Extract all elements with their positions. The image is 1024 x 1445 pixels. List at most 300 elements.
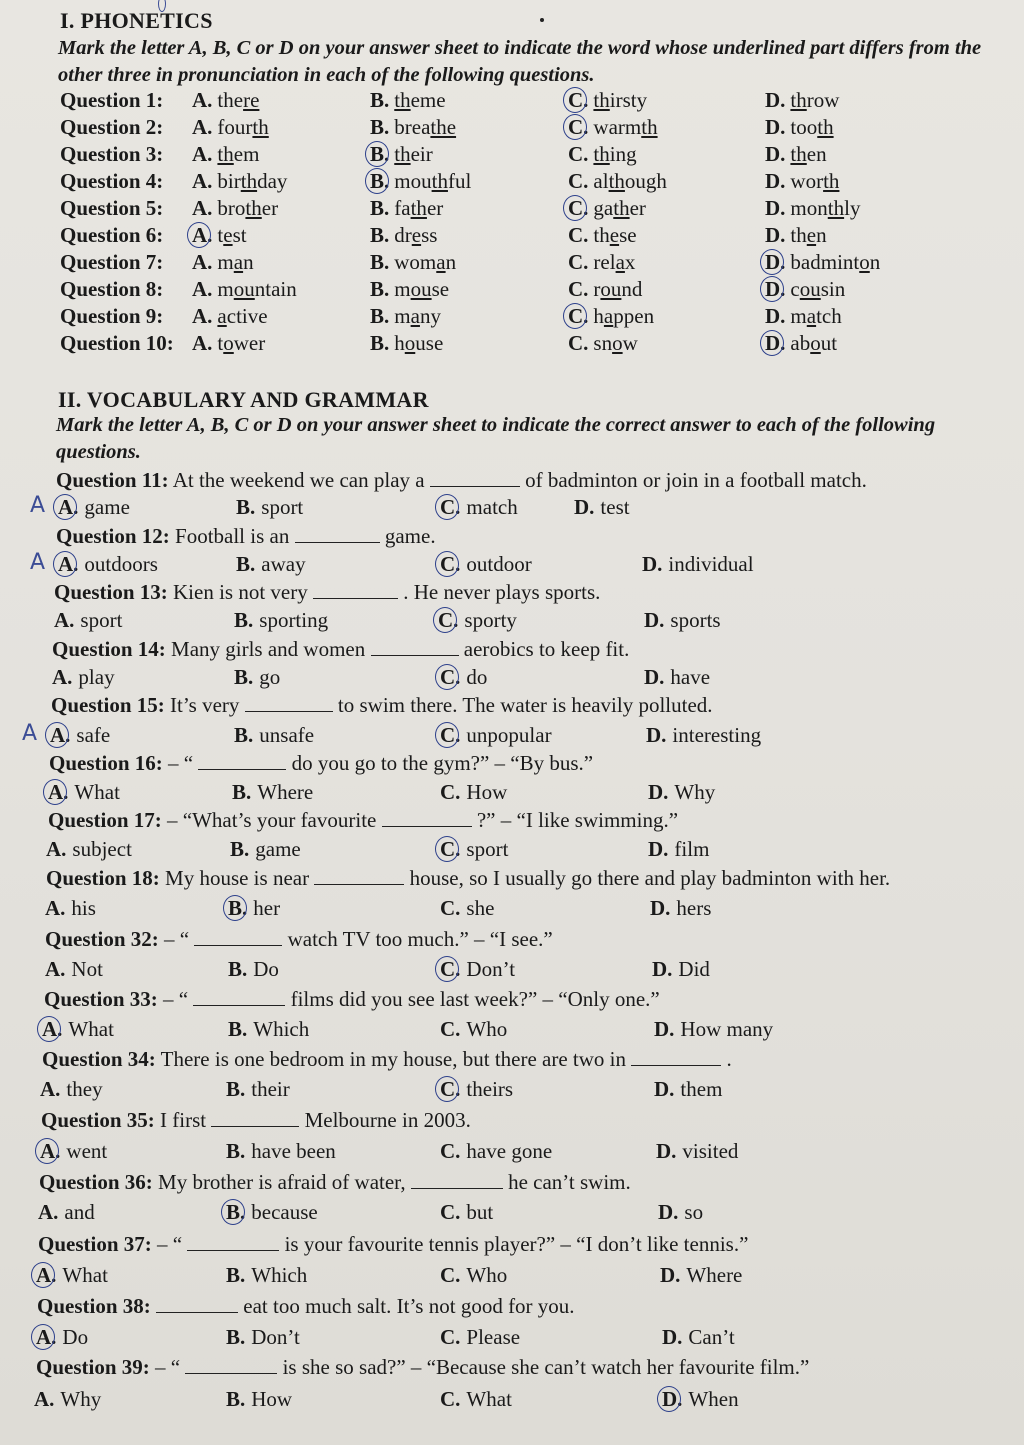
option-a[interactable] [36, 1325, 88, 1350]
option-word: Not [71, 957, 103, 981]
option-word: worth [790, 169, 840, 193]
option-letter: D. [765, 223, 786, 247]
vocab-question-13 [39, 1170, 631, 1195]
option-c[interactable] [440, 723, 552, 748]
question-stem: – “ [163, 987, 189, 1011]
option-letter: A. [192, 196, 213, 220]
answer-blank [430, 468, 520, 487]
option-word: Don’t [466, 957, 516, 981]
option-b[interactable] [370, 223, 437, 248]
option-b[interactable] [236, 495, 303, 520]
option-a[interactable] [36, 1263, 108, 1288]
answer-blank [382, 808, 472, 827]
handwritten-mark: A [30, 550, 46, 575]
option-d[interactable] [644, 608, 721, 633]
option-letter: B. [228, 896, 248, 920]
question-label: Question 18: [46, 866, 160, 890]
option-b[interactable] [228, 896, 280, 921]
question-stem: It’s very [170, 693, 240, 717]
question-label: Question 14: [52, 637, 166, 661]
option-c[interactable] [440, 1077, 513, 1102]
option-c[interactable] [568, 223, 637, 248]
option-word: How [466, 780, 508, 804]
vocab-question-10 [44, 987, 660, 1012]
option-word: theirs [466, 1077, 514, 1101]
option-word: monthly [790, 196, 861, 220]
option-c[interactable] [440, 837, 508, 862]
option-a[interactable] [192, 223, 247, 248]
option-d[interactable] [644, 665, 710, 690]
option-letter: C. [440, 552, 461, 576]
option-letter: C. [568, 250, 589, 274]
option-letter: A. [52, 665, 73, 689]
option-word: woman [394, 250, 457, 274]
option-word: sport [80, 608, 123, 632]
option-word: tooth [790, 115, 834, 139]
option-a[interactable] [48, 780, 120, 805]
option-letter: C. [440, 1387, 461, 1411]
option-word: then [790, 142, 827, 166]
question-label: Question 8: [60, 277, 164, 301]
option-b[interactable] [370, 142, 433, 167]
option-letter: C. [440, 957, 461, 981]
option-word: interesting [672, 723, 762, 747]
option-word: Did [678, 957, 710, 981]
option-c[interactable] [568, 169, 667, 194]
option-a[interactable] [38, 1200, 95, 1225]
vocab-question-6 [49, 751, 593, 776]
option-letter: B. [230, 837, 250, 861]
option-word: Why [60, 1387, 102, 1411]
option-letter: A. [192, 277, 213, 301]
option-letter: A. [58, 552, 79, 576]
vocab-question-12 [41, 1108, 471, 1133]
option-letter: B. [234, 665, 254, 689]
option-a[interactable] [40, 1077, 103, 1102]
option-a[interactable] [54, 608, 122, 633]
option-a[interactable] [34, 1387, 101, 1412]
option-letter: B. [232, 780, 252, 804]
option-word: so [684, 1200, 704, 1224]
question-stem-end: he can’t swim. [508, 1170, 631, 1194]
question-stem: – “ [155, 1355, 181, 1379]
option-letter: A. [192, 115, 213, 139]
question-label: Question 37: [38, 1232, 152, 1256]
option-word: Where [257, 780, 314, 804]
option-c[interactable] [440, 665, 487, 690]
option-letter: B. [370, 169, 390, 193]
vocab-question-2 [56, 524, 436, 549]
option-a[interactable] [192, 142, 259, 167]
option-c[interactable] [568, 196, 646, 221]
option-word: went [66, 1139, 108, 1163]
question-label: Question 35: [41, 1108, 155, 1132]
answer-blank [194, 927, 282, 946]
option-b[interactable] [226, 1325, 300, 1350]
option-b[interactable] [370, 88, 446, 113]
option-b[interactable] [370, 250, 456, 275]
question-stem-end: films did you see last week?” – “Only one.” [290, 987, 660, 1011]
option-word: subject [72, 837, 132, 861]
option-word: sports [670, 608, 721, 632]
option-a[interactable] [192, 331, 265, 356]
option-word: Don’t [251, 1325, 300, 1349]
option-c[interactable] [440, 1017, 507, 1042]
option-b[interactable] [232, 780, 313, 805]
option-c[interactable] [568, 331, 638, 356]
option-word: dress [394, 223, 438, 247]
option-c[interactable] [568, 142, 637, 167]
option-letter: C. [568, 115, 589, 139]
option-b[interactable] [228, 1017, 309, 1042]
option-letter: B. [370, 223, 390, 247]
question-stem-end: house, so I usually go there and play badminton with her. [409, 866, 891, 890]
option-a[interactable] [192, 250, 254, 275]
option-a[interactable] [42, 1017, 114, 1042]
option-word: then [790, 223, 827, 247]
question-label: Question 4: [60, 169, 164, 193]
option-d[interactable] [662, 1325, 735, 1350]
option-a[interactable] [58, 552, 158, 577]
answer-blank [295, 524, 380, 543]
option-word: sport [466, 837, 509, 861]
option-c[interactable] [440, 1263, 507, 1288]
option-letter: D. [648, 837, 669, 861]
option-b[interactable] [226, 1387, 292, 1412]
option-letter: B. [370, 277, 390, 301]
option-d[interactable] [765, 115, 834, 140]
option-word: have gone [466, 1139, 553, 1163]
question-label: Question 7: [60, 250, 164, 274]
option-d[interactable] [765, 304, 842, 329]
option-d[interactable] [656, 1139, 738, 1164]
option-word: hers [676, 896, 712, 920]
option-d[interactable] [646, 723, 761, 748]
option-b[interactable] [226, 1077, 290, 1102]
option-a[interactable] [52, 665, 115, 690]
option-letter: C. [440, 1017, 461, 1041]
option-d[interactable] [654, 1017, 773, 1042]
question-stem: – “ [164, 927, 190, 951]
option-c[interactable] [568, 304, 654, 329]
option-a[interactable] [192, 277, 297, 302]
option-b[interactable] [234, 608, 328, 633]
question-label: Question 5: [60, 196, 164, 220]
option-letter: D. [574, 495, 595, 519]
option-d[interactable] [765, 196, 860, 221]
option-d[interactable] [765, 277, 845, 302]
option-letter: D. [654, 1077, 675, 1101]
option-letter: C. [568, 277, 589, 301]
option-word: thing [593, 142, 637, 166]
question-label: Question 17: [48, 808, 162, 832]
option-a[interactable] [192, 304, 268, 329]
option-b[interactable] [236, 552, 306, 577]
option-letter: C. [440, 1139, 461, 1163]
option-word: active [217, 304, 268, 328]
option-a[interactable] [58, 495, 130, 520]
option-word: these [593, 223, 637, 247]
option-word: snow [593, 331, 638, 355]
option-a[interactable] [50, 723, 110, 748]
option-b[interactable] [370, 277, 449, 302]
question-stem-end: of badminton or join in a football match. [525, 468, 867, 492]
option-c[interactable] [440, 1200, 493, 1225]
option-d[interactable] [648, 780, 715, 805]
option-letter: A. [54, 608, 75, 632]
option-letter: B. [228, 1017, 248, 1041]
option-b[interactable] [230, 837, 301, 862]
answer-blank [314, 866, 404, 885]
option-d[interactable] [574, 495, 630, 520]
option-word: What [62, 1263, 108, 1287]
question-label: Question 32: [45, 927, 159, 951]
option-c[interactable] [568, 250, 635, 275]
option-word: game [84, 495, 130, 519]
question-stem-end: eat too much salt. It’s not good for you. [243, 1294, 575, 1318]
option-word: house [394, 331, 444, 355]
phonetics-instruction: Mark the letter A, B, C or D on your answer sheet to indicate the word whose underlined part differs from the other three in pronunciation in each of the following questions. [58, 37, 982, 86]
option-letter: A. [36, 1325, 57, 1349]
option-letter: D. [654, 1017, 675, 1041]
option-word: her [253, 896, 281, 920]
handwritten-mark: A [22, 721, 38, 746]
option-word: cousin [790, 277, 846, 301]
option-d[interactable] [642, 552, 754, 577]
option-b[interactable] [226, 1263, 307, 1288]
option-d[interactable] [765, 169, 839, 194]
option-letter: B. [226, 1200, 246, 1224]
option-letter: D. [658, 1200, 679, 1224]
option-letter: A. [50, 723, 71, 747]
option-a[interactable] [192, 169, 287, 194]
answer-blank [211, 1108, 299, 1127]
option-word: father [394, 196, 444, 220]
option-letter: D. [765, 142, 786, 166]
option-letter: A. [192, 331, 213, 355]
option-word: they [66, 1077, 103, 1101]
option-word: Do [253, 957, 279, 981]
option-word: away [261, 552, 306, 576]
option-letter: C. [440, 1325, 461, 1349]
option-letter: A. [192, 169, 213, 193]
option-letter: D. [662, 1387, 683, 1411]
vocab-instruction: Mark the letter A, B, C or D on your answer sheet to indicate the correct answer to each of the following questions. [56, 414, 936, 463]
phonetics-question-5 [60, 196, 1020, 223]
question-stem: At the weekend we can play a [172, 468, 425, 492]
option-c[interactable] [440, 1139, 552, 1164]
question-label: Question 15: [51, 693, 165, 717]
option-word: outdoor [466, 552, 532, 576]
question-stem: – “What’s your favourite [167, 808, 377, 832]
option-word: many [394, 304, 441, 328]
option-word: How [251, 1387, 293, 1411]
option-d[interactable] [765, 88, 839, 113]
option-letter: B. [370, 304, 390, 328]
option-word: sport [261, 495, 304, 519]
option-word: their [394, 142, 433, 166]
option-b[interactable] [370, 169, 471, 194]
option-word: game [255, 837, 301, 861]
option-word: Please [466, 1325, 521, 1349]
answer-blank [156, 1294, 238, 1313]
option-word: film [674, 837, 710, 861]
option-word: them [217, 142, 260, 166]
option-word: Who [466, 1263, 508, 1287]
option-b[interactable] [370, 331, 443, 356]
option-d[interactable] [765, 250, 880, 275]
option-letter: B. [370, 196, 390, 220]
option-letter: B. [236, 495, 256, 519]
option-c[interactable] [440, 896, 494, 921]
option-b[interactable] [370, 304, 441, 329]
option-word: warmth [593, 115, 658, 139]
option-letter: D. [656, 1139, 677, 1163]
option-letter: D. [765, 196, 786, 220]
question-label: Question 1: [60, 88, 164, 112]
option-letter: B. [226, 1139, 246, 1163]
option-word: round [593, 277, 643, 301]
option-letter: A. [192, 142, 213, 166]
option-letter: D. [765, 250, 786, 274]
question-label: Question 11: [56, 468, 169, 492]
vocab-heading: II. VOCABULARY AND GRAMMAR [58, 387, 429, 412]
option-a[interactable] [45, 896, 96, 921]
question-label: Question 16: [49, 751, 163, 775]
option-b[interactable] [226, 1200, 318, 1225]
phonetics-question-4 [60, 169, 1020, 196]
option-letter: A. [192, 88, 213, 112]
question-stem: – “ [168, 751, 194, 775]
answer-blank [198, 751, 286, 770]
question-label: Question 3: [60, 142, 164, 166]
question-label: Question 6: [60, 223, 164, 247]
option-b[interactable] [226, 1139, 336, 1164]
option-a[interactable] [40, 1139, 107, 1164]
option-c[interactable] [440, 1387, 512, 1412]
option-c[interactable] [440, 552, 532, 577]
option-d[interactable] [765, 223, 827, 248]
vocab-question-5 [51, 693, 713, 718]
option-d[interactable] [660, 1263, 742, 1288]
option-word: although [593, 169, 667, 193]
option-letter: B. [370, 331, 390, 355]
option-letter: D. [642, 552, 663, 576]
option-b[interactable] [228, 957, 279, 982]
answer-blank [313, 580, 398, 599]
phonetics-question-3 [60, 142, 1020, 169]
option-a[interactable] [192, 88, 259, 113]
option-word: sporting [259, 608, 329, 632]
option-word: thirsty [593, 88, 648, 112]
vocab-question-9 [45, 927, 553, 952]
option-letter: C. [568, 304, 589, 328]
option-letter: C. [440, 1263, 461, 1287]
option-word: How many [680, 1017, 774, 1041]
question-label: Question 38: [37, 1294, 151, 1318]
option-letter: C. [440, 780, 461, 804]
question-stem-end: ?” – “I like swimming.” [476, 808, 679, 832]
option-word: happen [593, 304, 655, 328]
answer-blank [187, 1232, 279, 1251]
question-stem-end: Melbourne in 2003. [304, 1108, 471, 1132]
option-c[interactable] [440, 957, 515, 982]
vocab-question-11 [42, 1047, 732, 1072]
option-c[interactable] [568, 88, 647, 113]
option-a[interactable] [192, 115, 269, 140]
option-b[interactable] [234, 723, 314, 748]
question-stem: My brother is afraid of water, [158, 1170, 406, 1194]
option-letter: B. [370, 250, 390, 274]
option-letter: D. [662, 1325, 683, 1349]
option-letter: A. [192, 304, 213, 328]
option-word: sporty [464, 608, 517, 632]
option-c[interactable] [568, 115, 658, 140]
option-b[interactable] [370, 196, 443, 221]
option-letter: C. [440, 896, 461, 920]
phonetics-question-9 [60, 304, 1020, 331]
option-b[interactable] [234, 665, 280, 690]
option-letter: C. [440, 1077, 461, 1101]
option-c[interactable] [440, 1325, 520, 1350]
option-a[interactable] [46, 837, 132, 862]
option-letter: D. [644, 608, 665, 632]
option-word: throw [790, 88, 840, 112]
option-word: Where [686, 1263, 743, 1287]
option-letter: A. [48, 780, 69, 804]
option-b[interactable] [370, 115, 456, 140]
option-c[interactable] [440, 495, 518, 520]
option-c[interactable] [440, 780, 507, 805]
question-stem-end: game. [384, 524, 436, 548]
question-stem: Many girls and women [171, 637, 366, 661]
option-d[interactable] [652, 957, 710, 982]
option-c[interactable] [568, 277, 642, 302]
option-word: Which [253, 1017, 310, 1041]
option-a[interactable] [192, 196, 278, 221]
ink-dot [540, 18, 544, 22]
option-word: What [74, 780, 120, 804]
option-word: their [251, 1077, 290, 1101]
vocab-question-4 [52, 637, 629, 662]
option-d[interactable] [648, 837, 709, 862]
option-letter: A. [45, 896, 66, 920]
option-c[interactable] [438, 608, 517, 633]
option-word: Can’t [688, 1325, 735, 1349]
option-d[interactable] [765, 331, 837, 356]
option-d[interactable] [650, 896, 711, 921]
question-label: Question 34: [42, 1047, 156, 1071]
option-word: mouse [394, 277, 450, 301]
option-word: them [680, 1077, 723, 1101]
question-label: Question 33: [44, 987, 158, 1011]
option-letter: C. [568, 196, 589, 220]
question-stem-end: aerobics to keep fit. [463, 637, 630, 661]
option-word: Do [62, 1325, 89, 1349]
option-d[interactable] [662, 1387, 739, 1412]
option-d[interactable] [658, 1200, 703, 1225]
option-d[interactable] [654, 1077, 722, 1102]
option-a[interactable] [45, 957, 103, 982]
vocab-question-14 [38, 1232, 748, 1257]
option-letter: D. [765, 169, 786, 193]
question-stem: Football is an [175, 524, 290, 548]
phonetics-question-10 [60, 331, 1020, 358]
option-letter: C. [568, 88, 589, 112]
option-word: breathe [394, 115, 457, 139]
option-d[interactable] [765, 142, 827, 167]
option-word: individual [668, 552, 754, 576]
